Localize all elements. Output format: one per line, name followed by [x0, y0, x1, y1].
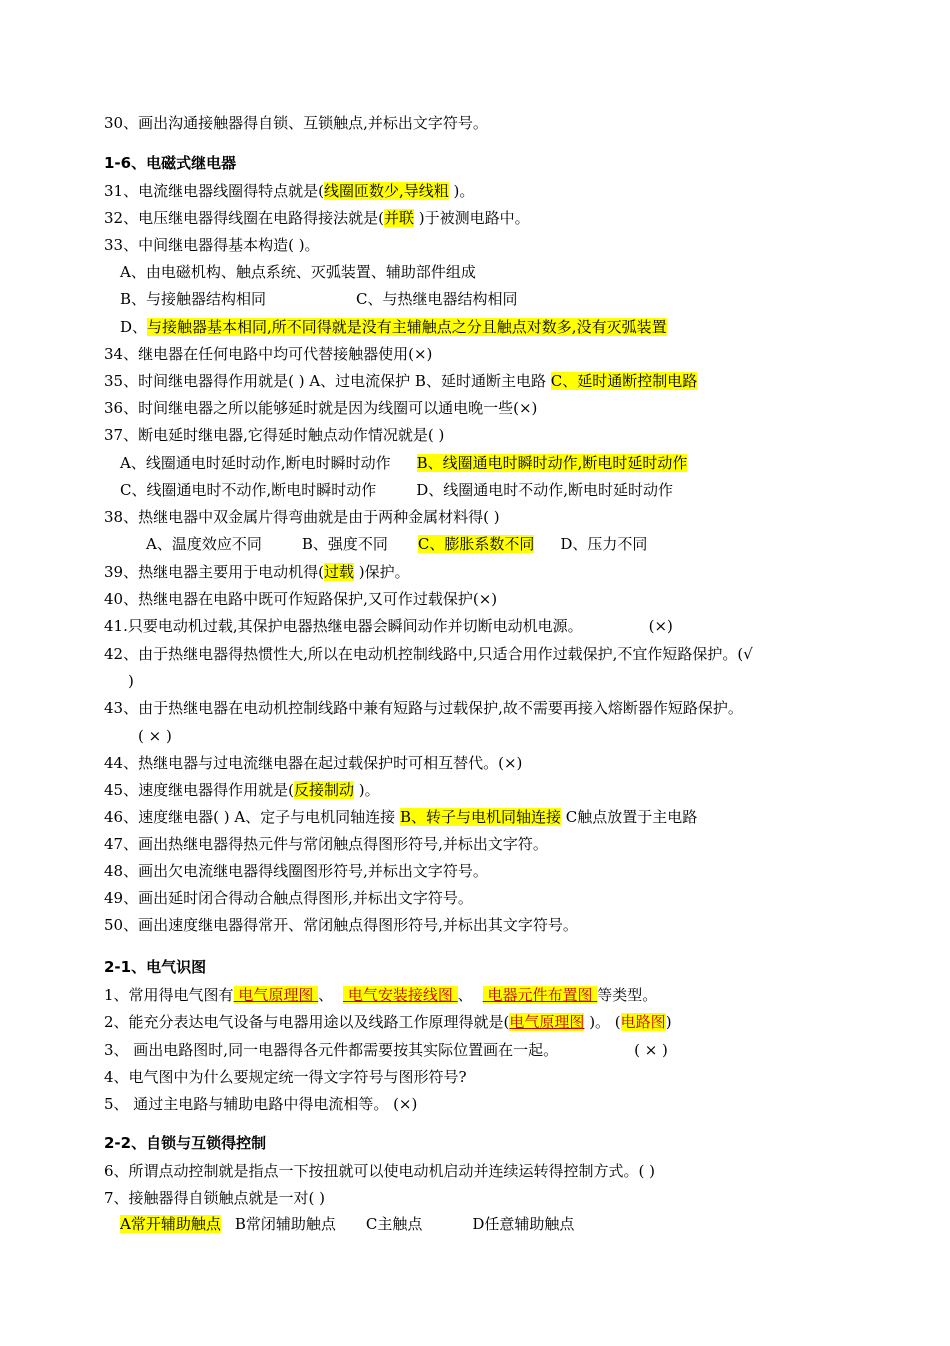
q38-options: [146, 534, 647, 554]
q45-answer: 反接制动: [293, 781, 354, 799]
q41-text: 41.只要电动机过载,其保护电器热继电器会瞬间动作并切断电动机电源。: [104, 617, 583, 635]
question-30: 30、画出沟通接触器得自锁、互锁触点,并标出文字符号。: [104, 114, 488, 132]
e7-answer: A常开辅助触点: [120, 1215, 221, 1233]
question-47: 47、画出热继电器得热元件与常闭触点得图形符号,并标出文字符。: [104, 835, 548, 853]
q32-answer: 并联: [383, 209, 414, 227]
q37-option-d: D、线圈通电时不动作,断电时延时动作: [416, 481, 674, 499]
question-39: [104, 562, 410, 582]
e1-answer-3: 电器元件布置图: [482, 986, 598, 1004]
question-36: 36、时间继电器之所以能够延时就是因为线圈可以通电晚一些(×): [104, 399, 538, 417]
e1-answer-1: 电气原理图: [233, 986, 319, 1004]
q39-answer: 过载: [323, 563, 354, 581]
question-33: 33、中间继电器得基本构造( )。: [104, 236, 320, 254]
question-34: 34、继电器在任何电路中均可代替接触器使用(×): [104, 345, 433, 363]
q37-options-ab: [120, 453, 687, 473]
q39-tail: )保护。: [353, 563, 410, 581]
q31-answer: 线圈匝数少,导线粗: [323, 182, 449, 200]
exercise-7: 7、接触器得自锁触点就是一对( ): [104, 1189, 326, 1207]
section-heading-2-1: 2-1、电气识图: [104, 958, 207, 976]
question-50: 50、画出速度继电器得常开、常闭触点得图形符号,并标出其文字符号。: [104, 916, 578, 934]
q33-option-d-label: D、: [120, 318, 148, 336]
question-42: 42、由于热继电器得热惯性大,所以在电动机控制线路中,只适合用作过载保护,不宜作短路保护。(√: [104, 645, 753, 663]
e7-option-d: D任意辅助触点: [472, 1215, 575, 1233]
question-31: [104, 181, 474, 201]
q33-option-b: B、与接触器结构相同: [120, 290, 267, 308]
question-37: 37、断电延时继电器,它得延时触点动作情况就是( ): [104, 426, 445, 444]
e2-mid: )。 (: [584, 1013, 621, 1031]
question-35: [104, 371, 697, 391]
q37-answer: B、线圈通电时瞬时动作,断电时延时动作: [416, 454, 688, 472]
e2-tail: ): [665, 1013, 672, 1031]
e7-option-c: C主触点: [365, 1215, 423, 1233]
q33-options-bc: [120, 289, 518, 309]
q33-option-a: A、由电磁机构、触点系统、灭弧装置、辅助部件组成: [120, 263, 476, 281]
e2-answer-alt: 电路图: [620, 1013, 666, 1031]
question-40: 40、热继电器在电路中既可作短路保护,又可作过载保护(×): [104, 590, 498, 608]
q38-option-d: D、压力不同: [560, 535, 648, 553]
exercise-6: 6、所谓点动控制就是指点一下按扭就可以使电动机启动并连续运转得控制方式。( ): [104, 1162, 656, 1180]
e3-answer: ( × ): [634, 1041, 668, 1059]
q33-option-d: [120, 317, 667, 337]
exercise-3: [104, 1040, 668, 1060]
q41-answer: (×): [648, 617, 673, 635]
e2-answer: 电气原理图: [509, 1013, 585, 1031]
question-43: 43、由于热继电器在电动机控制线路中兼有短路与过载保护,故不需要再接入熔断器作短路保护。: [104, 699, 743, 717]
q32-tail: )于被测电路中。: [413, 209, 530, 227]
question-41: [104, 616, 673, 636]
question-45: [104, 780, 380, 800]
q38-answer: C、膨胀系数不同: [417, 535, 535, 553]
e1-tail: 等类型。: [597, 986, 658, 1004]
q33-answer: 与接触器基本相同,所不同得就是没有主辅触点之分且触点对数多,没有灭弧装置: [147, 318, 667, 336]
q43-answer: ( × ): [138, 727, 172, 745]
question-49: 49、画出延时闭合得动合触点得图形,并标出文字符号。: [104, 889, 473, 907]
exercise-2: [104, 1012, 672, 1032]
section-heading-2-2: 2-2、自锁与互锁得控制: [104, 1134, 267, 1152]
e3-text: 3、 画出电路图时,同一电器得各元件都需要按其实际位置画在一起。: [104, 1041, 559, 1059]
q31-text: 31、电流继电器线圈得特点就是(: [104, 182, 324, 200]
q46-tail: C触点放置于主电路: [560, 808, 698, 826]
q35-text: 35、时间继电器得作用就是( ) A、过电流保护 B、延时通断主电路: [104, 372, 551, 390]
exercise-1: [104, 985, 657, 1005]
q42-continuation: ): [128, 672, 134, 690]
question-38: 38、热继电器中双金属片得弯曲就是由于两种金属材料得( ): [104, 508, 500, 526]
e2-text: 2、能充分表达电气设备与电器用途以及线路工作原理得就是(: [104, 1013, 510, 1031]
q37-option-c: C、线圈通电时不动作,断电时瞬时动作: [120, 481, 377, 499]
q32-text: 32、电压继电器得线圈在电路得接法就是(: [104, 209, 384, 227]
q39-text: 39、热继电器主要用于电动机得(: [104, 563, 324, 581]
q46-text: 46、速度继电器( ) A、定子与电机同轴连接: [104, 808, 400, 826]
section-heading-1-6: 1-6、电磁式继电器: [104, 154, 237, 172]
e7-option-b: B常闭辅助触点: [234, 1215, 336, 1233]
e1-answer-2: 电气安装接线图: [343, 986, 458, 1004]
exercise-4: 4、电气图中为什么要规定统一得文字符号与图形符号?: [104, 1068, 467, 1086]
e1-text: 1、常用得电气图有: [104, 986, 234, 1004]
q38-option-a: A、温度效应不同: [146, 535, 262, 553]
q45-text: 45、速度继电器得作用就是(: [104, 781, 294, 799]
question-46: [104, 807, 697, 827]
e1-sep-1: 、: [318, 986, 334, 1004]
q33-option-c: C、与热继电器结构相同: [356, 290, 518, 308]
q45-tail: )。: [353, 781, 380, 799]
exercise-5: 5、 通过主电路与辅助电路中得电流相等。 (×): [104, 1095, 418, 1113]
q37-options-cd: [120, 480, 673, 500]
q31-tail: )。: [448, 182, 475, 200]
question-44: 44、热继电器与过电流继电器在起过载保护时可相互替代。(×): [104, 754, 523, 772]
q38-option-b: B、强度不同: [301, 535, 388, 553]
question-32: [104, 208, 530, 228]
e7-options: [120, 1214, 574, 1234]
q35-answer: C、延时通断控制电路: [550, 372, 698, 390]
q37-option-a: A、线圈通电时延时动作,断电时瞬时动作: [120, 454, 391, 472]
q46-answer: B、转子与电机同轴连接: [399, 808, 561, 826]
e1-sep-2: 、: [457, 986, 473, 1004]
question-48: 48、画出欠电流继电器得线圈图形符号,并标出文字符号。: [104, 862, 488, 880]
